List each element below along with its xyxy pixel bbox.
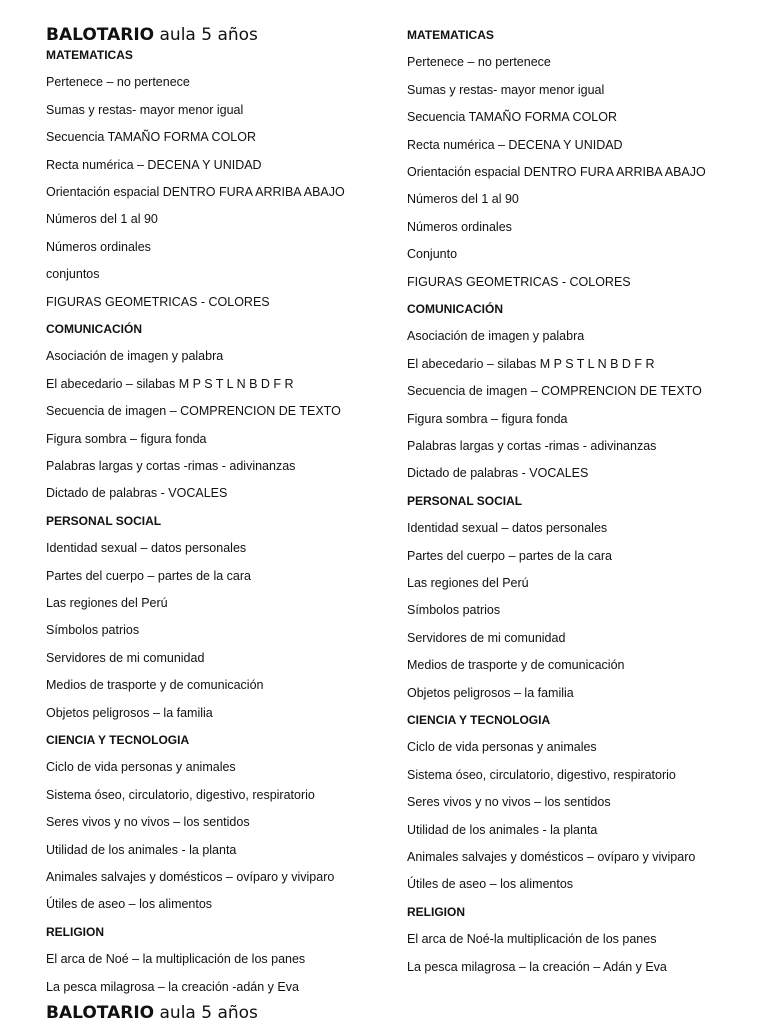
list-item: Conjunto: [407, 247, 458, 262]
list-item: Útiles de aseo – los alimentos: [407, 877, 574, 892]
list-item: Palabras largas y cortas -rimas - adivinanzas: [46, 459, 296, 473]
section-heading: MATEMATICAS: [407, 28, 494, 42]
list-item: Figura sombra – figura fonda: [46, 431, 207, 446]
list-item: conjuntos: [46, 267, 100, 282]
list-item: Animales salvajes y domésticos – ovíparo y viviparo: [46, 870, 335, 884]
list-item: El arca de Noé-la multiplicación de los panes: [407, 932, 657, 947]
list-item: Útiles de aseo – los alimentos: [46, 897, 213, 912]
list-item: Pertenece – no pertenece: [407, 55, 551, 70]
list-item: Orientación espacial DENTRO FURA ARRIBA ABAJO: [46, 185, 345, 199]
list-item: Utilidad de los animales - la planta: [407, 822, 598, 837]
list-item: Sistema óseo, circulatorio, digestivo, respiratorio: [46, 787, 315, 802]
document-title: [46, 25, 258, 45]
list-item: Asociación de imagen y palabra: [407, 329, 585, 344]
section-heading: CIENCIA Y TECNOLOGIA: [46, 733, 190, 747]
list-item: Sistema óseo, circulatorio, digestivo, respiratorio: [407, 767, 676, 782]
list-item: Objetos peligrosos – la familia: [407, 685, 574, 700]
list-item: Medios de trasporte y de comunicación: [407, 658, 625, 673]
list-item: Números ordinales: [407, 219, 512, 234]
list-item: Dictado de palabras - VOCALES: [46, 486, 228, 501]
list-item: Objetos peligrosos – la familia: [46, 705, 213, 720]
list-item: La pesca milagrosa – la creación – Adán y Eva: [407, 959, 667, 974]
list-item: Identidad sexual – datos personales: [407, 521, 608, 536]
section-heading: MATEMATICAS: [46, 48, 133, 62]
list-item: Recta numérica – DECENA Y UNIDAD: [46, 157, 262, 172]
title-strong: BALOTARIO: [46, 1003, 155, 1023]
list-item: Utilidad de los animales - la planta: [46, 842, 237, 857]
list-item: Partes del cuerpo – partes de la cara: [407, 548, 612, 563]
document-title-repeat: [46, 1003, 258, 1023]
section-heading: COMUNICACIÓN: [407, 302, 503, 316]
list-item: Secuencia de imagen – COMPRENCION DE TEXTO: [407, 384, 702, 399]
list-item: Partes del cuerpo – partes de la cara: [46, 568, 251, 583]
list-item: Figura sombra – figura fonda: [407, 411, 568, 426]
list-item: Medios de trasporte y de comunicación: [46, 678, 264, 693]
list-item: Sumas y restas- mayor menor igual: [407, 82, 605, 97]
list-item: Secuencia TAMAÑO FORMA COLOR: [407, 110, 618, 125]
list-item: Símbolos patrios: [407, 603, 501, 618]
title-strong: BALOTARIO: [46, 25, 155, 45]
list-item: Orientación espacial DENTRO FURA ARRIBA ABAJO: [407, 165, 706, 179]
list-item: El arca de Noé – la multiplicación de los panes: [46, 952, 306, 967]
title-rest: aula 5 años: [154, 25, 258, 45]
list-item: Ciclo de vida personas y animales: [46, 760, 236, 775]
section-heading: RELIGION: [46, 924, 105, 939]
list-item: Números del 1 al 90: [407, 192, 519, 207]
list-item: FIGURAS GEOMETRICAS - COLORES: [46, 294, 270, 309]
list-item: Pertenece – no pertenece: [46, 75, 190, 90]
list-item: Seres vivos y no vivos – los sentidos: [46, 815, 250, 830]
list-item: Las regiones del Perú: [46, 596, 168, 610]
list-item: La pesca milagrosa – la creación -adán y Eva: [46, 979, 299, 994]
list-item: Ciclo de vida personas y animales: [407, 740, 597, 755]
section-heading: COMUNICACIÓN: [46, 322, 142, 336]
section-heading: RELIGION: [407, 904, 466, 919]
list-item: Sumas y restas- mayor menor igual: [46, 102, 244, 117]
section-heading: CIENCIA Y TECNOLOGIA: [407, 713, 551, 727]
list-item: Asociación de imagen y palabra: [46, 349, 224, 364]
title-rest: aula 5 años: [154, 1003, 258, 1023]
list-item: Servidores de mi comunidad: [46, 650, 205, 665]
list-item: Animales salvajes y domésticos – ovíparo y viviparo: [407, 850, 696, 864]
list-item: Números ordinales: [46, 239, 151, 254]
list-item: Dictado de palabras - VOCALES: [407, 466, 589, 481]
list-item: Servidores de mi comunidad: [407, 630, 566, 645]
list-item: Números del 1 al 90: [46, 212, 158, 227]
section-heading: PERSONAL SOCIAL: [46, 513, 162, 528]
list-item: El abecedario – silabas M P S T L N B D F R: [46, 376, 294, 391]
list-item: Recta numérica – DECENA Y UNIDAD: [407, 137, 623, 152]
list-item: Seres vivos y no vivos – los sentidos: [407, 795, 611, 810]
list-item: Secuencia TAMAÑO FORMA COLOR: [46, 130, 257, 145]
list-item: FIGURAS GEOMETRICAS - COLORES: [407, 274, 631, 289]
list-item: Secuencia de imagen – COMPRENCION DE TEXTO: [46, 404, 341, 419]
list-item: Palabras largas y cortas -rimas - adivinanzas: [407, 439, 657, 453]
list-item: Identidad sexual – datos personales: [46, 541, 247, 556]
list-item: Las regiones del Perú: [407, 576, 529, 590]
list-item: El abecedario – silabas M P S T L N B D F R: [407, 356, 655, 371]
list-item: Símbolos patrios: [46, 623, 140, 638]
section-heading: PERSONAL SOCIAL: [407, 493, 523, 508]
